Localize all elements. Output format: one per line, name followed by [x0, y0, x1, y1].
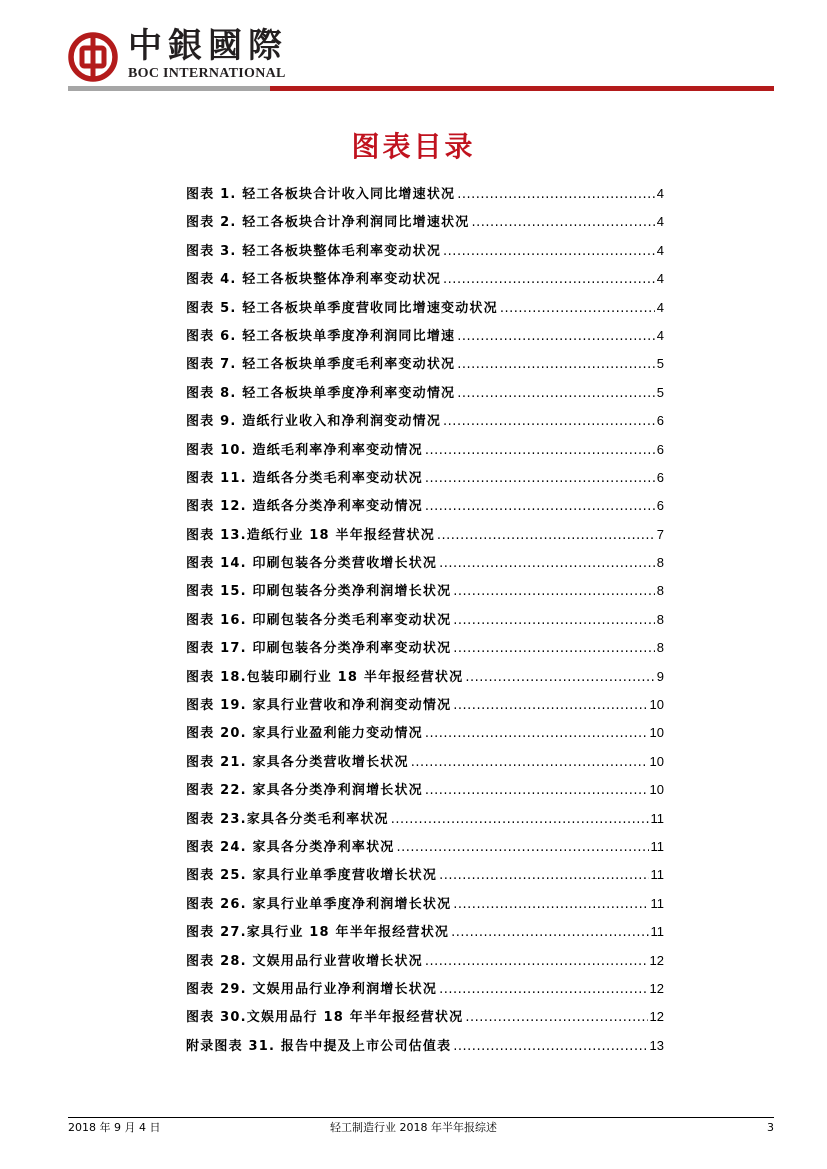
toc-entry-page[interactable]: 6	[656, 413, 664, 429]
toc-dot-leader	[437, 522, 655, 550]
toc-entry[interactable]	[186, 663, 664, 691]
toc-dot-leader	[457, 380, 655, 408]
footer-divider	[68, 1117, 774, 1118]
toc-entry-page[interactable]: 4	[656, 299, 664, 315]
toc-entry[interactable]	[186, 407, 664, 435]
toc-entry[interactable]	[186, 208, 664, 236]
toc-dot-leader	[425, 777, 648, 805]
toc-entry[interactable]	[186, 975, 664, 1003]
toc-entry-label[interactable]: 图表 9. 造纸行业收入和净利润变动情况	[186, 414, 442, 430]
toc-entry-label[interactable]: 图表 15. 印刷包装各分类净利润增长状况	[186, 584, 452, 600]
toc-entry[interactable]	[186, 918, 664, 946]
toc-entry-page[interactable]: 11	[650, 810, 664, 826]
toc-list	[186, 180, 664, 1060]
brand-name-english: BOC INTERNATIONAL	[128, 66, 286, 81]
toc-entry-label[interactable]: 图表 19. 家具行业营收和净利润变动情况	[186, 698, 452, 714]
toc-entry-label[interactable]: 图表 14. 印刷包装各分类营收增长状况	[186, 556, 438, 572]
toc-entry-page[interactable]: 4	[656, 327, 664, 343]
toc-entry-page[interactable]: 7	[656, 526, 664, 542]
toc-entry[interactable]	[186, 861, 664, 889]
toc-dot-leader	[425, 720, 648, 748]
toc-dot-leader	[471, 209, 654, 237]
toc-entry-label[interactable]: 图表 8. 轻工各板块单季度净利率变动情况	[186, 385, 456, 401]
toc-entry[interactable]	[186, 748, 664, 776]
page-header	[0, 0, 827, 100]
toc-entry-label[interactable]: 图表 5. 轻工各板块单季度营收同比增速变动状况	[186, 300, 498, 316]
toc-entry-page[interactable]: 11	[650, 924, 664, 940]
toc-entry[interactable]	[186, 265, 664, 293]
toc-entry-label[interactable]: 图表 10. 造纸毛利率净利率变动情况	[186, 442, 423, 458]
toc-entry[interactable]	[186, 350, 664, 378]
toc-entry-page[interactable]: 6	[656, 469, 664, 485]
toc-entry-label[interactable]: 附录图表 31. 报告中提及上市公司估值表	[186, 1038, 452, 1054]
toc-entry-label[interactable]: 图表 7. 轻工各板块单季度毛利率变动状况	[186, 357, 456, 373]
toc-entry-page[interactable]: 12	[649, 952, 664, 968]
toc-dot-leader	[453, 578, 654, 606]
toc-entry[interactable]	[186, 890, 664, 918]
toc-entry[interactable]	[186, 464, 664, 492]
toc-dot-leader	[457, 181, 655, 209]
toc-dot-leader	[396, 834, 648, 862]
toc-dot-leader	[425, 948, 648, 976]
toc-entry-label[interactable]: 图表 21. 家具各分类营收增长状况	[186, 754, 409, 770]
toc-entry[interactable]	[186, 549, 664, 577]
toc-entry[interactable]	[186, 322, 664, 350]
toc-entry-label[interactable]: 图表 28. 文娱用品行业营收增长状况	[186, 953, 423, 969]
toc-entry[interactable]	[186, 379, 664, 407]
toc-entry-label[interactable]: 图表 25. 家具行业单季度营收增长状况	[186, 868, 438, 884]
toc-dot-leader	[425, 493, 655, 521]
toc-entry-label[interactable]: 图表 26. 家具行业单季度净利润增长状况	[186, 896, 452, 912]
toc-entry-label[interactable]: 图表 27.家具行业 18 年半年报经营状况	[186, 925, 450, 941]
toc-entry-page[interactable]: 10	[649, 697, 664, 713]
toc-entry-label[interactable]: 图表 17. 印刷包装各分类净利率变动状况	[186, 641, 452, 657]
toc-entry[interactable]	[186, 237, 664, 265]
toc-entry-page[interactable]: 12	[649, 980, 664, 996]
toc-dot-leader	[391, 806, 649, 834]
toc-dot-leader	[465, 1004, 647, 1032]
toc-entry-label[interactable]: 图表 6. 轻工各板块单季度净利润同比增速	[186, 328, 456, 344]
toc-entry-label[interactable]: 图表 11. 造纸各分类毛利率变动状况	[186, 470, 423, 486]
boc-logo-icon	[68, 32, 118, 82]
toc-entry-label[interactable]: 图表 22. 家具各分类净利润增长状况	[186, 783, 423, 799]
toc-dot-leader	[443, 266, 655, 294]
header-divider-red	[270, 86, 774, 91]
toc-entry[interactable]	[186, 606, 664, 634]
toc-entry[interactable]	[186, 180, 664, 208]
toc-entry-label[interactable]: 图表 12. 造纸各分类净利率变动情况	[186, 499, 423, 515]
toc-entry[interactable]	[186, 577, 664, 605]
toc-dot-leader	[439, 862, 648, 890]
brand-name-chinese: 中銀國際	[128, 26, 288, 66]
toc-entry-label[interactable]: 图表 2. 轻工各板块合计净利润同比增速状况	[186, 215, 470, 231]
toc-entry-label[interactable]: 图表 13.造纸行业 18 半年报经营状况	[186, 527, 435, 543]
toc-entry-label[interactable]: 图表 1. 轻工各板块合计收入同比增速状况	[186, 187, 456, 202]
toc-entry[interactable]	[186, 436, 664, 464]
toc-entry-label[interactable]: 图表 20. 家具行业盈利能力变动情况	[186, 726, 423, 742]
toc-entry-page[interactable]: 4	[656, 214, 664, 230]
toc-entry-page[interactable]: 9	[656, 668, 664, 684]
toc-entry[interactable]	[186, 833, 664, 861]
toc-dot-leader	[439, 976, 647, 1004]
toc-dot-leader	[500, 295, 655, 323]
toc-entry[interactable]	[186, 719, 664, 747]
toc-entry-label[interactable]: 图表 29. 文娱用品行业净利润增长状况	[186, 981, 438, 997]
toc-entry-page[interactable]: 8	[656, 611, 664, 627]
toc-dot-leader	[453, 692, 647, 720]
toc-entry-page[interactable]: 11	[650, 838, 664, 854]
footer-page-number: 3	[767, 1121, 774, 1134]
toc-entry[interactable]	[186, 691, 664, 719]
toc-entry-page[interactable]: 4	[656, 242, 664, 258]
toc-entry[interactable]	[186, 521, 664, 549]
toc-dot-leader	[453, 1033, 647, 1061]
toc-entry-page[interactable]: 10	[649, 753, 664, 769]
toc-dot-leader	[425, 465, 655, 493]
toc-entry[interactable]	[186, 947, 664, 975]
toc-entry-label[interactable]: 图表 4. 轻工各板块整体净利率变动状况	[186, 272, 442, 288]
toc-entry-page[interactable]: 6	[656, 498, 664, 514]
toc-entry-page[interactable]: 11	[650, 867, 664, 883]
toc-dot-leader	[443, 408, 655, 436]
toc-dot-leader	[439, 550, 655, 578]
toc-entry[interactable]	[186, 492, 664, 520]
toc-entry-page[interactable]: 8	[656, 640, 664, 656]
toc-entry-label[interactable]: 图表 30.文娱用品行 18 年半年报经营状况	[186, 1010, 464, 1026]
toc-entry-page[interactable]: 4	[656, 271, 664, 287]
toc-entry[interactable]	[186, 776, 664, 804]
toc-entry-label[interactable]: 图表 18.包装印刷行业 18 半年报经营状况	[186, 669, 464, 685]
toc-entry-page[interactable]: 5	[656, 384, 664, 400]
toc-title: 图表目录	[351, 130, 476, 163]
toc-dot-leader	[425, 437, 655, 465]
toc-entry-page[interactable]: 5	[656, 356, 664, 372]
toc-entry[interactable]	[186, 805, 664, 833]
toc-dot-leader	[453, 607, 654, 635]
toc-entry-label[interactable]: 图表 24. 家具各分类净利率状况	[186, 839, 395, 855]
toc-entry-page[interactable]: 6	[656, 441, 664, 457]
toc-entry-page[interactable]: 8	[656, 555, 664, 571]
toc-dot-leader	[453, 635, 654, 663]
toc-entry-page[interactable]: 12	[649, 1009, 664, 1025]
toc-dot-leader	[451, 919, 648, 947]
toc-entry[interactable]	[186, 294, 664, 322]
toc-dot-leader	[457, 323, 655, 351]
toc-entry[interactable]	[186, 634, 664, 662]
toc-dot-leader	[411, 749, 648, 777]
toc-entry[interactable]	[186, 1032, 664, 1060]
toc-entry-label[interactable]: 图表 3. 轻工各板块整体毛利率变动状况	[186, 243, 442, 259]
toc-dot-leader	[443, 238, 655, 266]
toc-entry-label[interactable]: 图表 16. 印刷包装各分类毛利率变动状况	[186, 612, 452, 628]
toc-dot-leader	[453, 891, 648, 919]
toc-entry-page[interactable]: 4	[656, 186, 664, 201]
toc-entry-page[interactable]: 10	[649, 725, 664, 741]
footer-date: 2018 年 9 月 4 日	[68, 1121, 161, 1134]
toc-dot-leader	[465, 664, 654, 692]
toc-entry-page[interactable]: 11	[650, 895, 664, 911]
toc-entry-page[interactable]: 13	[649, 1037, 664, 1053]
toc-entry[interactable]	[186, 1003, 664, 1031]
footer-report-title: 轻工制造行业 2018 年半年报综述	[330, 1121, 497, 1134]
toc-entry-label[interactable]: 图表 23.家具各分类毛利率状况	[186, 811, 389, 827]
toc-entry-page[interactable]: 8	[656, 583, 664, 599]
toc-entry-page[interactable]: 10	[649, 782, 664, 798]
toc-dot-leader	[457, 351, 655, 379]
